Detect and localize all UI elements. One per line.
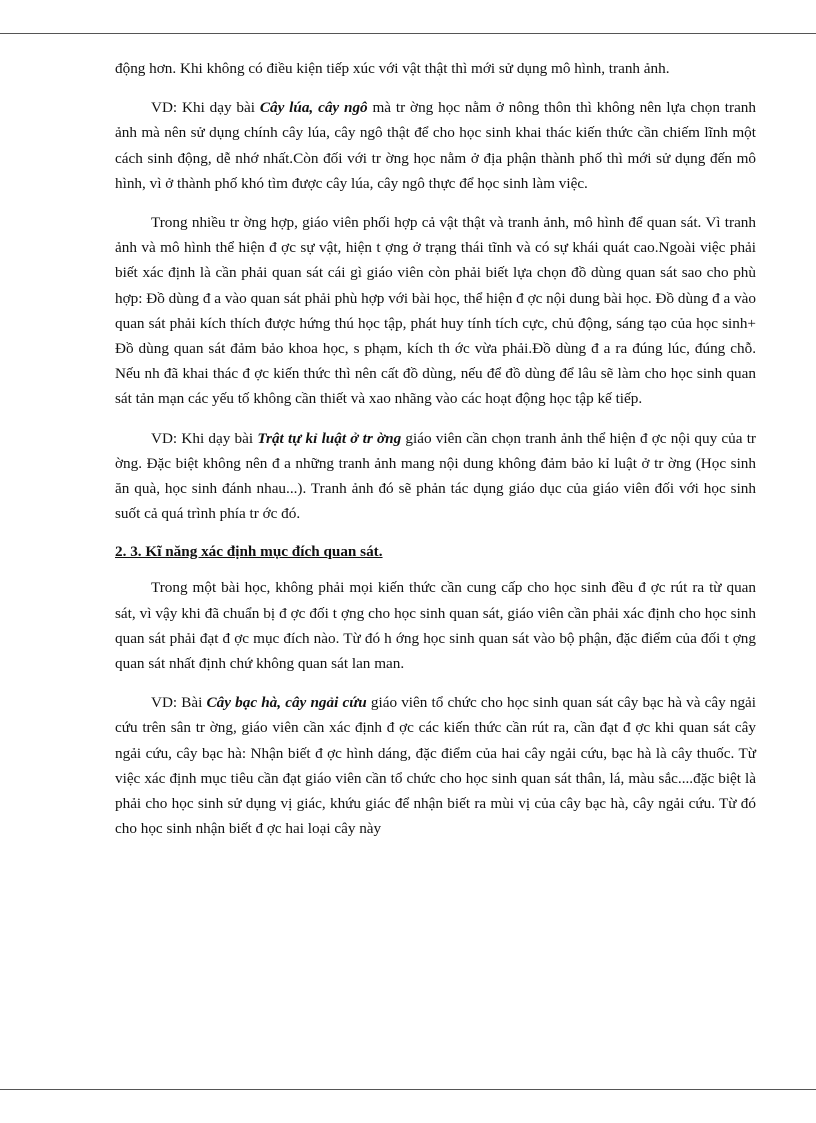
section-heading: 2. 3. Kĩ năng xác định mục đích quan sát. <box>115 543 383 561</box>
example-text: giáo viên cần chọn tranh ảnh thể hiện đ ợc nội quy của tr ờng. Đặc biệt không nên đ a những tranh ảnh mang nội dung không đảm bảo kỉ luật ở tr ờng (Học sinh ăn quà, học sinh đánh nhau...). Tranh ảnh đó sẽ phản tác dụng giáo dục của giáo viên đối với học sinh suốt cả quá trình phía tr ớc đó. <box>115 429 756 523</box>
lesson-title: Cây bạc hà, cây ngải cứu <box>206 694 367 712</box>
example-text: mà tr ờng học nằm ở nông thôn thì không nên lựa chọn tranh ảnh mà nên sử dụng chính cây lúa, cây ngô thật để cho học sinh khai thác kiến thức cần chiếm lĩnh một cách sinh động, dễ nhớ nhất.Còn đối với tr ờng học nằm ở địa phận thành phố thì mới sử dụng đến mô hình, vì ở thành phố khó tìm được cây lúa, cây ngô thực để học sinh làm việc. <box>115 99 756 192</box>
paragraph-3: Trong nhiều tr ờng hợp, giáo viên phối hợp cả vật thật và tranh ảnh, mô hình để quan sát. Vì tranh ảnh và mô hình thể hiện đ ợc sự vật, hiện t ợng ở trạng thái tĩnh và có sự khái quát cao.Ngoài việc phải biết xác định là cần phải quan sát cái gì giáo viên còn phải biết lựa chọn đồ dùng quan sát sao cho phù hợp: Đồ dùng đ a vào quan sát phải phù hợp với bài học, thể hiện đ ợc nội dung bài học. Đồ dùng đ a vào quan sát phải kích thích được hứng thú học tập, phát huy tính tích cực, chủ động, sáng tạo của học sinh+ Đồ dùng quan sát đảm bảo khoa học, s phạm, kích th ớc vừa phải.Đồ dùng đ a ra đúng lúc, đúng chỗ. Nếu nh đã khai thác đ ợc kiến thức thì nên cất đồ dùng, nếu để đồ dùng để lâu sẽ làm cho học sinh quan sát tản mạn các yếu tố không cần thiết và xao nhãng vào các hoạt động học tập kế tiếp. <box>115 214 756 408</box>
example-prefix: VD: Bài <box>151 694 207 712</box>
paragraph-example-2 <box>115 426 756 527</box>
lesson-title: Trật tự kỉ luật ở tr ờng <box>257 429 402 447</box>
paragraph-example-3 <box>115 690 756 841</box>
paragraph-1: động hơn. Khi không có điều kiện tiếp xúc với vật thật thì mới sử dụng mô hình, tranh ảnh. <box>115 60 670 77</box>
example-text: giáo viên tổ chức cho học sinh quan sát cây bạc hà và cây ngải cứu trên sân tr ờng, giáo viên cần xác định đ ợc các kiến thức cần rút ra, cần đạt đ ợc khi quan sát cây ngải cứu, cây bạc hà: Nhận biết đ ợc hình dáng, đặc điểm của hai cây ngải cứu, bạc hà là cây thuốc. Từ việc xác định mục tiêu cần đạt giáo viên cần tổ chức cho học sinh quan sát thân, lá, màu sắc....đặc biệt là phải cho học sinh sử dụng vị giác, khứu giác để nhận biết ra mùi vị của cây bạc hà, cây ngải cứu. Từ đó cho học sinh nhận biết đ ợc hai loại cây này <box>115 694 757 838</box>
paragraph-example-1 <box>115 95 756 196</box>
header-rule <box>0 33 816 34</box>
document-body <box>115 56 756 841</box>
footer-rule <box>0 1089 816 1090</box>
example-prefix: VD: Khi dạy bài <box>151 99 260 117</box>
paragraph-5: Trong một bài học, không phải mọi kiến thức cần cung cấp cho học sinh đều đ ợc rút ra từ quan sát, vì vậy khi đã chuẩn bị đ ợc đối t ợng cho học sinh quan sát, giáo viên cần phải xác định cho học sinh quan sát phải đạt đ ợc mục đích nào. Từ đó h ớng học sinh quan sát vào bộ phận, đặc điểm của đối t ợng quan sát nhất định chứ không quan sát lan man. <box>115 579 756 673</box>
example-prefix: VD: Khi dạy bài <box>151 429 258 447</box>
lesson-title: Cây lúa, cây ngô <box>259 99 368 117</box>
